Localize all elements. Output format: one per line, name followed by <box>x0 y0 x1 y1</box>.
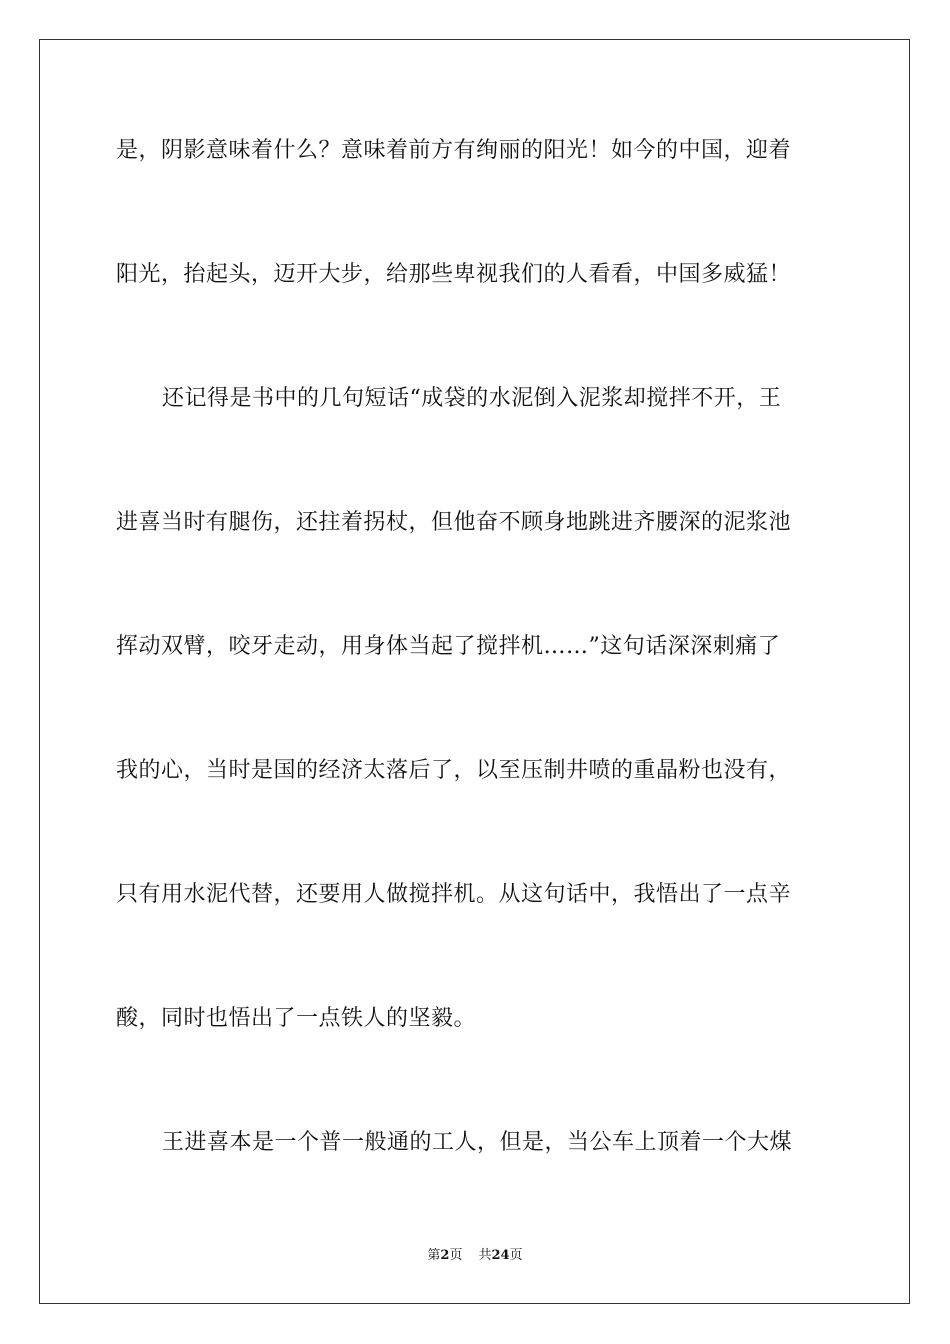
text-line: 挥动双臂，咬牙走动，用身体当起了搅拌机……”这句话深深刺痛了 <box>116 634 781 659</box>
text-line: 进喜当时有腿伤，还拄着拐杖，但他奋不顾身地跳进齐腰深的泥浆池 <box>116 510 792 535</box>
paragraph-start-line: 还记得是书中的几句短话“成袋的水泥倒入泥浆却搅拌不开，王 <box>162 386 782 411</box>
page-suffix: 页 <box>449 1248 463 1263</box>
text-line: 酸，同时也悟出了一点铁人的坚毅。 <box>116 1006 477 1031</box>
page-number: 2 <box>440 1248 450 1263</box>
paragraph-start-line: 王进喜本是一个普一般通的工人，但是，当公车上顶着一个大煤 <box>162 1130 793 1155</box>
text-line: 我的心，当时是国的经济太落后了，以至压制井喷的重晶粉也没有， <box>116 758 792 783</box>
text-line: 只有用水泥代替，还要用人做搅拌机。从这句话中，我悟出了一点辛 <box>116 882 792 907</box>
total-prefix: 共 <box>478 1248 492 1263</box>
total-pages: 24 <box>491 1248 510 1263</box>
text-line: 是，阴影意味着什么？意味着前方有绚丽的阳光！如今的中国，迎着 <box>116 138 792 163</box>
text-line: 阳光，抬起头，迈开大步，给那些卑视我们的人看看，中国多威猛！ <box>116 262 792 287</box>
total-suffix: 页 <box>509 1248 523 1263</box>
page-border <box>39 39 910 1304</box>
page-footer <box>0 1247 950 1265</box>
page-prefix: 第 <box>427 1248 441 1263</box>
